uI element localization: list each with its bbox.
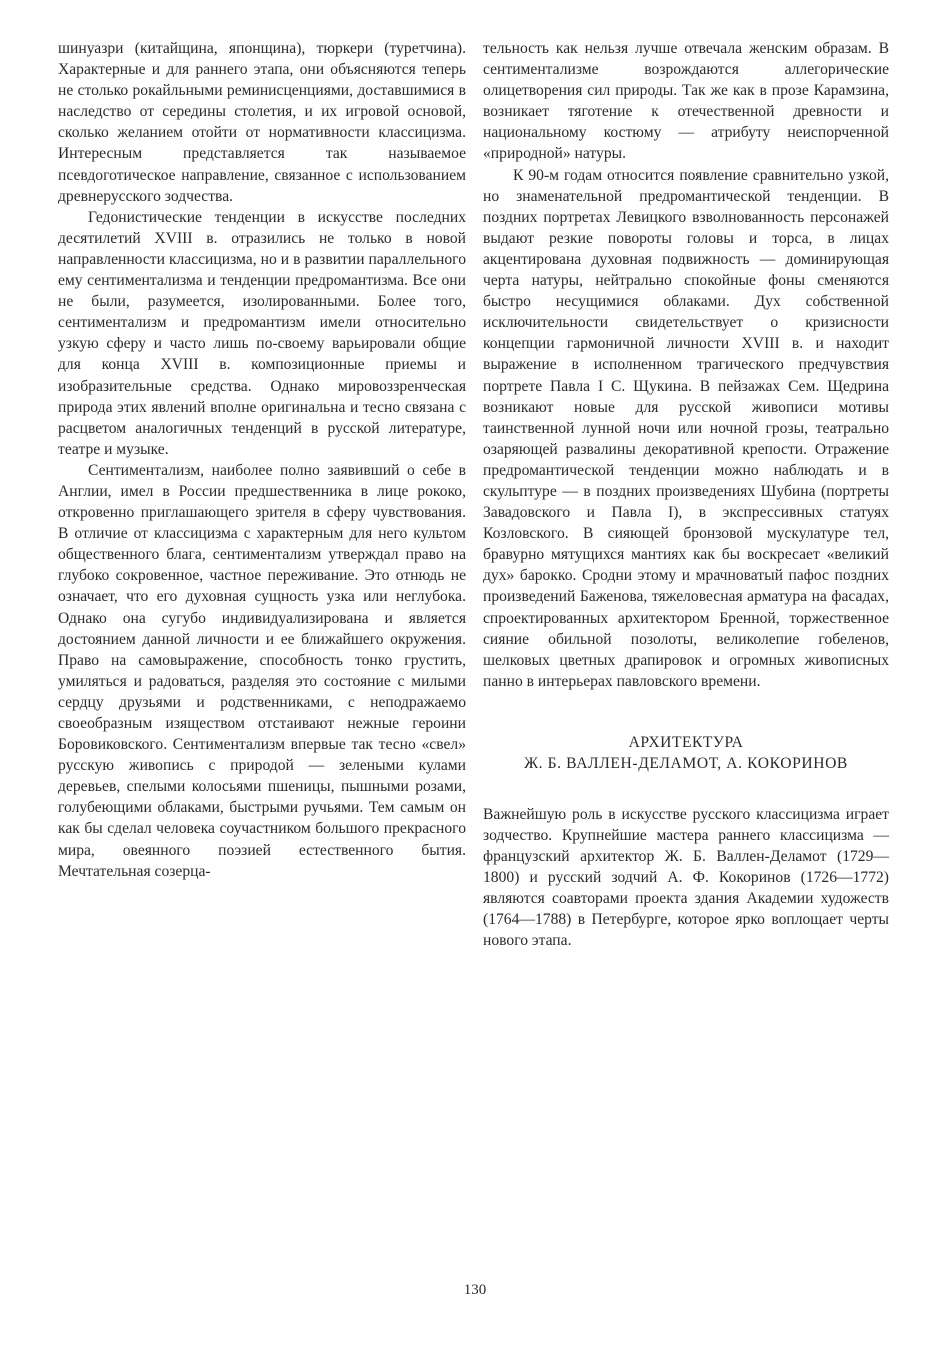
paragraph-preromanticism: К 90-м годам относится появление сравнительно узкой, но знаменательной предромантической тенденции. В поздних портретах Левицкого взволнованность персонажей выдают резкие повороты головы и торса, в лицах акцентирована духовная подвижность — доминирующая черта натуры, нейтрально спокойные фоны сменяются быстро несущимися облаками. Дух собственной исключительности свидетельствует о кризисности концепции гармоничной личности XVIII в. и находит выражение в исполненном трагического предчувствия портрете Павла I С. Щукина. В пейзажах Сем. Щедрина возникают новые для русской живописи мотивы таинственной лунной ночи или ночной грозы, театрально озаряющей развалины декоративной крепости. Отражение предромантической тенденции можно наблюдать и в скульптуре — в поздних произведениях Шубина (портреты Завадовского и Павла I), в экспрессивных статуях Козловского. В сияющей бронзовой мускулатуре тел, бравурно мятущихся мантиях как бы воскресает «великий дух» барокко. Сродни этому и мрачноватый пафос поздних произведений Баженова, тяжеловесная арматура на фасадах, спроектированных архитектором Бренной, торжественное сияние обильной позолоты, великолепие гобеленов, шелковых цветных драпировок и огромных живописных панно в интерьерах павловского времени. [483,166,889,690]
left-column [58,38,466,882]
paragraph-architecture-intro: Важнейшую роль в искусстве русского классицизма играет зодчество. Крупнейшие мастера раннего классицизма — французский архитектор Ж. Б. Валлен-Деламот (1729—1800) и русский зодчий А. Ф. Кокоринов (1726—1772) являются соавторами проекта здания Академии художеств (1764—1788) в Петербурге, которое ярко воплощает черты нового этапа. [483,805,889,950]
paragraph-sentimentalism: Сентиментализм, наиболее полно заявивший о себе в Англии, имел в России предшественника в лице рококо, откровенно приглашающего зрителя в сферу чувствования. В отличие от классицизма с характерным для него культом общественного блага, сентиментализм утверждал право на глубоко сокровенное, частное переживание. Это отнюдь не означает, что его духовная сущность узка или неглубока. Однако она сугубо индивидуализирована и является достоянием данной личности и ее ближайшего окружения. Право на самовыражение, способность тонко грустить, умиляться и радоваться, разделяя это состояние с милыми сердцу друзьями и родственниками, с неподражаемо своеобразным изяществом отстаивают нежные героини Боровиковского. Сентиментализм впервые так тесно «свел» русскую живопись с природой — зелеными кулами деревьев, спелыми колосьями пшеницы, пышными розами, голубеющими облаками, быстрыми ручьями. Тем самым он как бы сделал человека соучастником большого прекрасного мира, овеянного поэзией естественного бытия. Мечтательная созерца- [58,461,466,880]
right-column [483,38,889,952]
section-authors: Ж. Б. ВАЛЛЕН-ДЕЛАМОТ, А. КОКОРИНОВ [524,754,848,772]
paragraph-continued: шинуазри (китайщина, японщина), тюркери (туретчина). Характерные и для раннего этапа, они объясняются теперь не столько рокайльными реминисценциями, доставшимися в наследство от середины столетия, и их игровой основой, сколько желанием отойти от нормативности классицизма. Интересным представляется так называемое псевдоготическое направление, связанное с использованием древнерусского зодчества. [58,40,466,205]
page-number: 130 [463,1282,487,1298]
section-title: АРХИТЕКТУРА [628,733,744,751]
paragraph-hedonistic-tendencies: Гедонистические тенденции в искусстве последних десятилетий XVIII в. отразились не только в новой направленности классицизма, но и в развитии параллельного ему сентиментализма и тенденции предромантизма. Все они не были, разумеется, изолированными. Более того, сентиментализм и предромантизм имели относительно узкую сферу и часто лишь по-своему варьировали общие для конца XVIII в. композиционные приемы и изобразительные средства. Однако мировоззренческая природа этих явлений вполне оригинальна и тесно связана с расцветом аналогичных тенденций в русской литературе, театре и музыке. [58,208,466,458]
paragraph-continued: тельность как нельзя лучше отвечала женским образам. В сентиментализме возрождаются аллегорические олицетворения сил природы. Так же как в прозе Карамзина, возникает тяготение к отечественной древности и национальному костюму — атрибуту неиспорченной «природной» натуры. [483,40,889,163]
